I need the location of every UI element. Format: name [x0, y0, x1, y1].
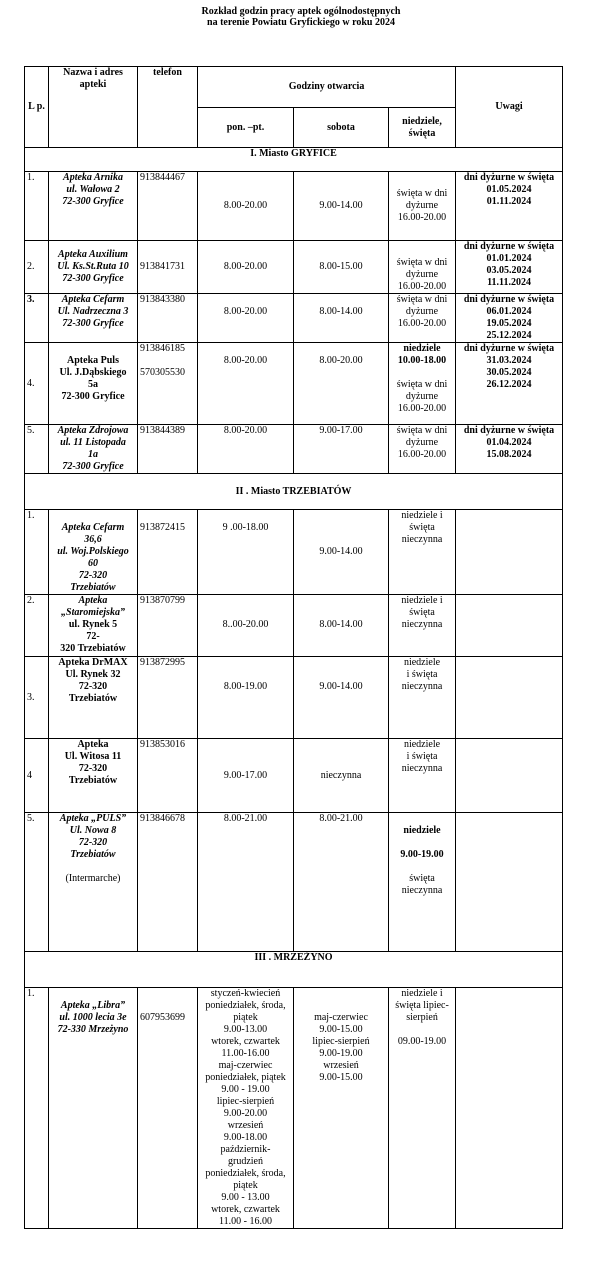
pharmacy-name: Apteka Ul. Witosa 11 72-320 Trzebiatów: [49, 739, 138, 813]
pharmacy-name: Apteka DrMAX Ul. Rynek 32 72-320 Trzebiatów: [49, 657, 138, 739]
header-phone: telefon: [138, 67, 198, 148]
sunday-hours: niedziele i święta nieczynna: [389, 595, 456, 657]
remarks: dni dyżurne w święta 06.01.2024 19.05.2024 25.12.2024: [456, 294, 563, 343]
row-number: 1.: [25, 172, 49, 241]
sunday-hours: niedziele i święta nieczynna: [389, 510, 456, 595]
weekday-hours: 9.00-17.00: [198, 739, 294, 813]
header-hours: Godziny otwarcia: [198, 67, 456, 108]
header-sundays: niedziele, święta: [389, 108, 456, 148]
row-number: 1.: [25, 510, 49, 595]
remarks: dni dyżurne w święta 01.05.2024 01.11.2024: [456, 172, 563, 241]
row-number: 1.: [25, 988, 49, 1229]
remarks: [456, 595, 563, 657]
remarks: [456, 813, 563, 952]
row-number: 2.: [25, 595, 49, 657]
phone-number: 913846678: [138, 813, 198, 952]
header-saturday: sobota: [294, 108, 389, 148]
weekday-hours: 8.00-19.00: [198, 657, 294, 739]
table-row: [25, 657, 563, 739]
phone-number: 913853016: [138, 739, 198, 813]
remarks: dni dyżurne w święta 31.03.2024 30.05.2024 26.12.2024: [456, 343, 563, 425]
sunday-hours: niedziele 10.00-18.00 święta w dni dyżurne 16.00-20.00: [389, 343, 456, 425]
row-number: 5.: [25, 813, 49, 952]
sunday-hours: święta w dni dyżurne 16.00-20.00: [389, 172, 456, 241]
table-row: [25, 739, 563, 813]
weekday-hours: 8.00-20.00: [198, 294, 294, 343]
phone-number: 913872415: [138, 510, 198, 595]
pharmacy-name: Apteka Cefarm Ul. Nadrzeczna 3 72-300 Gryfice: [49, 294, 138, 343]
weekday-hours: 8..00-20.00: [198, 595, 294, 657]
header-remarks: Uwagi: [456, 67, 563, 148]
pharmacy-name: Apteka Cefarm 36,6 ul. Woj.Polskiego 60 72-320 Trzebiatów: [49, 510, 138, 595]
table-row: [25, 425, 563, 474]
table-row: [25, 813, 563, 952]
saturday-hours: 8.00-20.00: [294, 343, 389, 425]
row-number: 3.: [25, 294, 49, 343]
sunday-hours: święta w dni dyżurne 16.00-20.00: [389, 294, 456, 343]
saturday-hours: maj-czerwiec 9.00-15.00 lipiec-sierpień 9.00-19.00 wrzesień 9.00-15.00: [294, 988, 389, 1229]
section-mrzezyno: [25, 952, 563, 988]
table-row: [25, 343, 563, 425]
pharmacy-name: Apteka „Libra” ul. 1000 lecia 3e 72-330 Mrzeżyno: [49, 988, 138, 1229]
phone-number: 913846185 570305530: [138, 343, 198, 425]
remarks: [456, 510, 563, 595]
phone-number: 913872995: [138, 657, 198, 739]
saturday-hours: 9.00-14.00: [294, 657, 389, 739]
saturday-hours: nieczynna: [294, 739, 389, 813]
saturday-hours: 8.00-15.00: [294, 241, 389, 294]
sunday-hours: święta w dni dyżurne 16.00-20.00: [389, 241, 456, 294]
saturday-hours: 9.00-14.00: [294, 172, 389, 241]
section-title: III . MRZEŻYNO: [25, 952, 563, 988]
saturday-hours: 9.00-17.00: [294, 425, 389, 474]
sunday-hours: niedziele i święta nieczynna: [389, 739, 456, 813]
table-row: [25, 294, 563, 343]
title-line-2: na terenie Powiatu Gryfickiego w roku 2024: [207, 17, 395, 28]
row-number: 2.: [25, 241, 49, 294]
remarks: [456, 657, 563, 739]
header-row-top: [25, 67, 563, 108]
remarks: dni dyżurne w święta 01.04.2024 15.08.2024: [456, 425, 563, 474]
sunday-hours: święta w dni dyżurne 16.00-20.00: [389, 425, 456, 474]
row-number: 4: [25, 739, 49, 813]
section-trzebiatow: [25, 474, 563, 510]
weekday-hours: 9 .00-18.00: [198, 510, 294, 595]
weekday-hours: 8.00-20.00: [198, 343, 294, 425]
remarks: [456, 739, 563, 813]
sunday-hours: niedziele 9.00-19.00 święta nieczynna: [389, 813, 456, 952]
document-title: [0, 6, 602, 28]
weekday-hours: 8.00-21.00: [198, 813, 294, 952]
remarks: [456, 988, 563, 1229]
saturday-hours: 8.00-14.00: [294, 294, 389, 343]
section-title: II . Miasto TRZEBIATÓW: [25, 474, 563, 510]
table-row: [25, 241, 563, 294]
saturday-hours: 8.00-14.00: [294, 595, 389, 657]
table-row: [25, 988, 563, 1229]
row-number: 4.: [25, 343, 49, 425]
section-gryfice: [25, 148, 563, 172]
header-name: Nazwa i adres apteki: [49, 67, 138, 148]
row-number: 3.: [25, 657, 49, 739]
table-row: [25, 595, 563, 657]
title-line-1: Rozkład godzin pracy aptek ogólnodostępnych: [201, 6, 401, 17]
phone-number: 913844389: [138, 425, 198, 474]
header-weekdays: pon. –pt.: [198, 108, 294, 148]
weekday-hours: 8.00-20.00: [198, 425, 294, 474]
pharmacy-name: Apteka Puls Ul. J.Dąbskiego 5a 72-300 Gryfice: [49, 343, 138, 425]
phone-number: 913870799: [138, 595, 198, 657]
sunday-hours: niedziele i święta lipiec- sierpień 09.00-19.00: [389, 988, 456, 1229]
saturday-hours: 8.00-21.00: [294, 813, 389, 952]
pharmacy-name: Apteka Auxilium Ul. Ks.St.Ruta 10 72-300 Gryfice: [49, 241, 138, 294]
phone-number: 913841731: [138, 241, 198, 294]
phone-number: 913844467: [138, 172, 198, 241]
weekday-hours: 8.00-20.00: [198, 172, 294, 241]
section-title: I. Miasto GRYFICE: [25, 148, 563, 172]
table-row: [25, 510, 563, 595]
pharmacy-name: Apteka „Staromiejska” ul. Rynek 5 72- 320 Trzebiatów: [49, 595, 138, 657]
table-row: [25, 172, 563, 241]
pharmacy-name: Apteka Arnika ul. Wałowa 2 72-300 Gryfice: [49, 172, 138, 241]
remarks: dni dyżurne w święta 01.01.2024 03.05.2024 11.11.2024: [456, 241, 563, 294]
header-lp: L p.: [25, 67, 49, 148]
pharmacy-schedule-table: [24, 66, 563, 1229]
phone-number: 913843380: [138, 294, 198, 343]
sunday-hours: niedziele i święta nieczynna: [389, 657, 456, 739]
row-number: 5.: [25, 425, 49, 474]
pharmacy-name: Apteka Zdrojowa ul. 11 Listopada 1a 72-300 Gryfice: [49, 425, 138, 474]
weekday-hours: 8.00-20.00: [198, 241, 294, 294]
saturday-hours: 9.00-14.00: [294, 510, 389, 595]
pharmacy-name: Apteka „PULS” Ul. Nowa 8 72-320 Trzebiatów (Intermarche): [49, 813, 138, 952]
phone-number: 607953699: [138, 988, 198, 1229]
weekday-hours: styczeń-kwiecień poniedziałek, środa, piątek 9.00-13.00 wtorek, czwartek 11.00-16.00 maj-czerwiec poniedziałek, piątek 9.00 - 19.00 lipiec-sierpień 9.00-20.00 wrzesień 9.00-18.00 październik- grudzień poniedziałek, środa, piątek 9.00 - 13.00 wtorek, czwartek 11.00 - 16.00: [198, 988, 294, 1229]
